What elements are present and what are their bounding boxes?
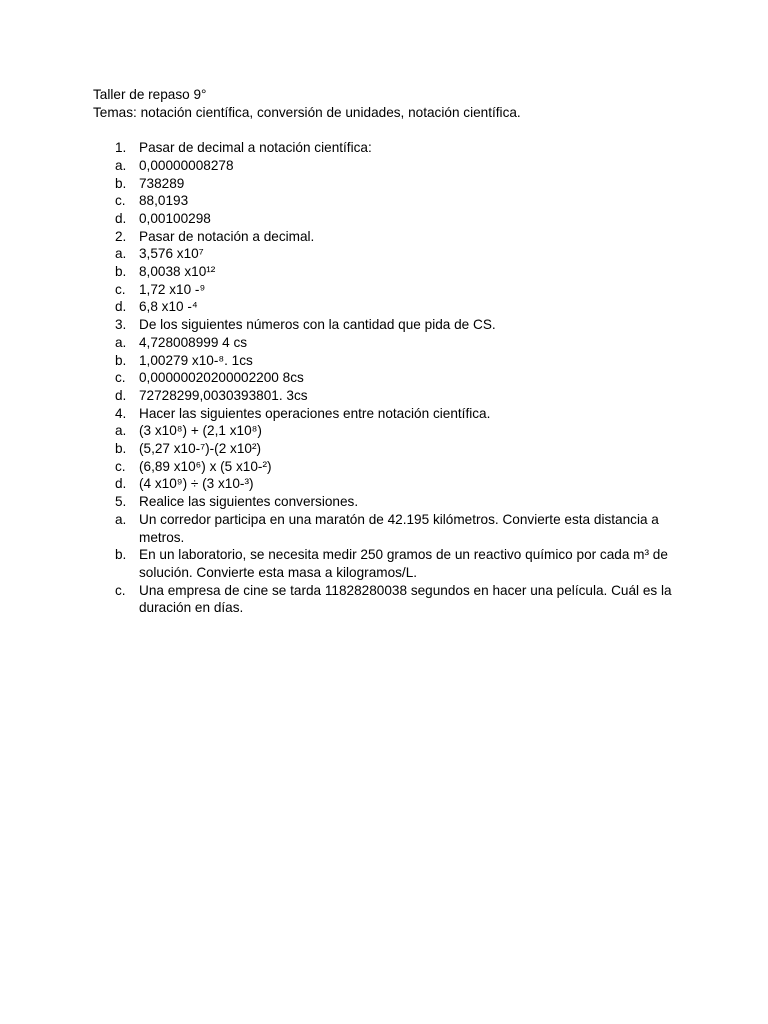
list-item-marker: c. xyxy=(115,193,126,209)
list-item-marker: c. xyxy=(115,281,126,297)
list-item-marker: a. xyxy=(115,157,127,173)
list-item-text: (6,89 x10⁶) x (5 x10-²) xyxy=(139,458,272,474)
list-item-text: 1,72 x10 -⁹ xyxy=(139,281,206,297)
list-item-text: Realice las siguientes conversiones. xyxy=(139,494,359,510)
list-item-marker: b. xyxy=(115,547,127,563)
list-item-text: 6,8 x10 -⁴ xyxy=(139,299,198,315)
list-item-text: Hacer las siguientes operaciones entre notación científica. xyxy=(139,405,491,421)
list-item-text: Un corredor participa en una maratón de 42.195 kilómetros. Convierte esta distancia a metros. xyxy=(139,511,659,545)
list-item-text: 4,728008999 4 cs xyxy=(139,334,248,350)
list-item xyxy=(93,422,683,440)
list-item xyxy=(93,582,683,617)
list-item-marker: a. xyxy=(115,423,127,439)
list-item-text: (5,27 x10-⁷)-(2 x10²) xyxy=(139,441,262,457)
list-item-marker: d. xyxy=(115,210,127,226)
list-item xyxy=(93,475,683,493)
list-item-marker: b. xyxy=(115,352,127,368)
list-item-marker: b. xyxy=(115,441,127,457)
list-item-marker: c. xyxy=(115,458,126,474)
list-item-marker: 5. xyxy=(115,494,127,510)
list-item xyxy=(93,263,683,281)
list-item-text: Una empresa de cine se tarda 11828280038 segundos en hacer una película. Cuál es la duración en días. xyxy=(139,582,672,616)
list-item-text: 0,00000008278 xyxy=(139,157,234,173)
list-item xyxy=(93,440,683,458)
list-item-text: 0,00000020200002200 8cs xyxy=(139,370,304,386)
list-item-marker: c. xyxy=(115,582,126,598)
list-item-marker: a. xyxy=(115,334,127,350)
document-page xyxy=(93,86,683,617)
list-item-marker: c. xyxy=(115,370,126,386)
blank-line xyxy=(93,121,683,139)
list-item-text: Pasar de notación a decimal. xyxy=(139,228,315,244)
list-item xyxy=(93,546,683,581)
list-item xyxy=(93,281,683,299)
list-item xyxy=(93,192,683,210)
list-item xyxy=(93,175,683,193)
list-item xyxy=(93,369,683,387)
list-item-marker: d. xyxy=(115,387,127,403)
list-item-text: (4 x10⁹) ÷ (3 x10-³) xyxy=(139,476,254,492)
list-item xyxy=(93,298,683,316)
list-item xyxy=(93,139,683,157)
list-item xyxy=(93,405,683,423)
list-item-text: 0,00100298 xyxy=(139,210,211,226)
list-item-marker: d. xyxy=(115,299,127,315)
list-item xyxy=(93,334,683,352)
list-item-marker: 3. xyxy=(115,317,127,333)
list-item-text: 8,0038 x10¹² xyxy=(139,264,216,280)
list-item-text: (3 x10⁸) + (2,1 x10⁸) xyxy=(139,423,262,439)
list-item xyxy=(93,493,683,511)
list-item-marker: d. xyxy=(115,476,127,492)
list-item xyxy=(93,352,683,370)
list-item-text: 3,576 x10⁷ xyxy=(139,246,204,262)
list-item-marker: 1. xyxy=(115,140,127,156)
document-title: Taller de repaso 9° xyxy=(93,87,207,102)
list-item-text: En un laboratorio, se necesita medir 250 gramos de un reactivo químico por cada m³ de solución. Convierte esta masa a kilogramos/L. xyxy=(139,547,668,580)
list-item-marker: a. xyxy=(115,511,127,527)
list-item xyxy=(93,245,683,263)
list-item-text: De los siguientes números con la cantidad que pida de CS. xyxy=(139,317,496,333)
list-item-text: 1,00279 x10-⁸. 1cs xyxy=(139,352,253,368)
list-item-text: 738289 xyxy=(139,175,185,191)
list-item-marker: b. xyxy=(115,175,127,191)
list-item xyxy=(93,316,683,334)
list-item-text: 88,0193 xyxy=(139,193,189,209)
list-item-marker: a. xyxy=(115,246,127,262)
document-topics: Temas: notación científica, conversión de unidades, notación científica. xyxy=(93,104,521,120)
list-item xyxy=(93,157,683,175)
exercise-list xyxy=(93,139,683,617)
list-item xyxy=(93,228,683,246)
list-item xyxy=(93,458,683,476)
list-item-text: 72728299,0030393801. 3cs xyxy=(139,387,308,403)
list-item-marker: 2. xyxy=(115,228,127,244)
list-item xyxy=(93,511,683,546)
list-item xyxy=(93,387,683,405)
list-item-text: Pasar de decimal a notación científica: xyxy=(139,140,372,156)
list-item xyxy=(93,210,683,228)
list-item-marker: b. xyxy=(115,264,127,280)
list-item-marker: 4. xyxy=(115,405,127,421)
